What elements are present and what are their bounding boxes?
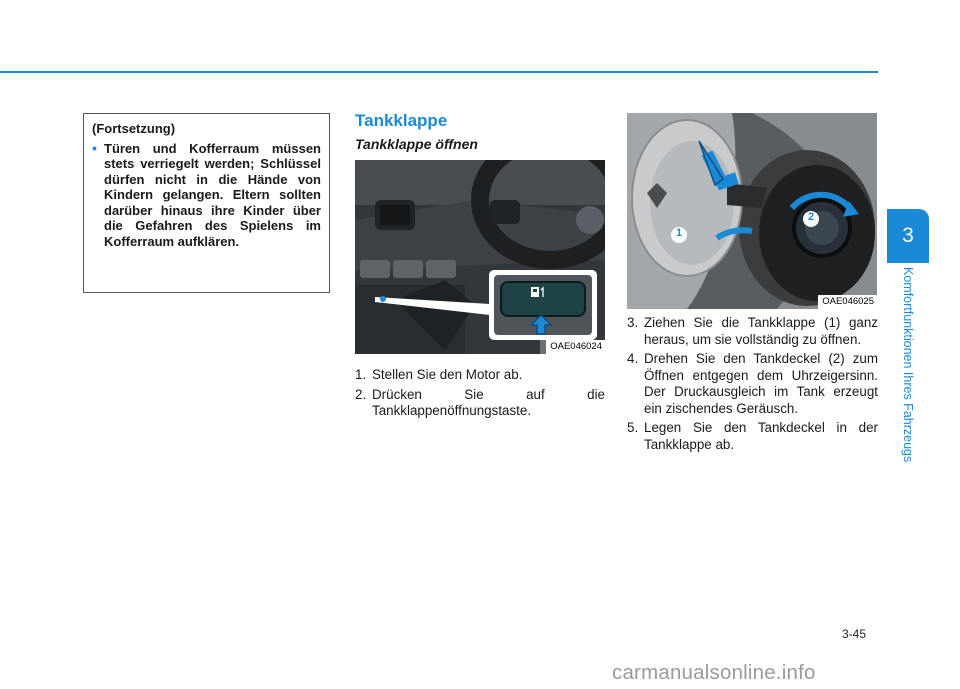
list-item: 1. Stellen Sie den Motor ab.: [355, 367, 523, 382]
warning-heading: (Fortsetzung): [92, 121, 176, 136]
header-rule: [0, 71, 878, 73]
list-item: 4. Drehen Sie den Tankdeckel (2) zum Öffnen entgegen dem Uhrzeigersinn. Der Druckausgleich im Tank erzeugt ein zischendes Geräusch.: [627, 351, 878, 416]
dashboard-photo: [355, 160, 605, 354]
chapter-tab: 3: [887, 209, 929, 263]
subsection-title: Tankklappe öffnen: [355, 136, 478, 152]
warning-box: [83, 113, 330, 293]
steps-list-right: [627, 315, 878, 456]
list-item: 5. Legen Sie den Tankdeckel in der Tankklappe ab.: [627, 420, 878, 452]
dashboard-illustration: [355, 160, 605, 354]
steps-list-left: [355, 367, 605, 423]
fuel-door-photo: [627, 113, 877, 309]
page-number: 3-45: [842, 627, 867, 641]
callout-2-label: 2: [807, 211, 815, 223]
watermark: carmanualsonline.info: [612, 661, 816, 684]
fuel-door-illustration: [627, 113, 877, 309]
section-title: Tankklappe: [355, 111, 448, 130]
figure-code: OAE046024: [546, 340, 605, 354]
figure-code: OAE046025: [818, 295, 877, 309]
chapter-label: Komfortfunktionen Ihres Fahrzeugs: [901, 267, 915, 463]
warning-bullet-item: [92, 141, 321, 250]
list-item: 2. Drücken Sie auf die Tankklappenöffnungstaste.: [355, 386, 605, 418]
warning-text: Türen und Kofferraum müssen stets verriegelt werden; Schlüssel dürfen nicht in die Hände von Kindern gelangen. Eltern sollten darüber hinaus ihre Kinder über die Gefahren des Spielens im Kofferraum aufklären.: [104, 140, 321, 249]
list-item: 3. Ziehen Sie die Tankklappe (1) ganz heraus, um sie vollständig zu öffnen.: [627, 315, 878, 347]
callout-1-label: 1: [675, 227, 683, 239]
bullet-dot-icon: •: [92, 139, 97, 156]
